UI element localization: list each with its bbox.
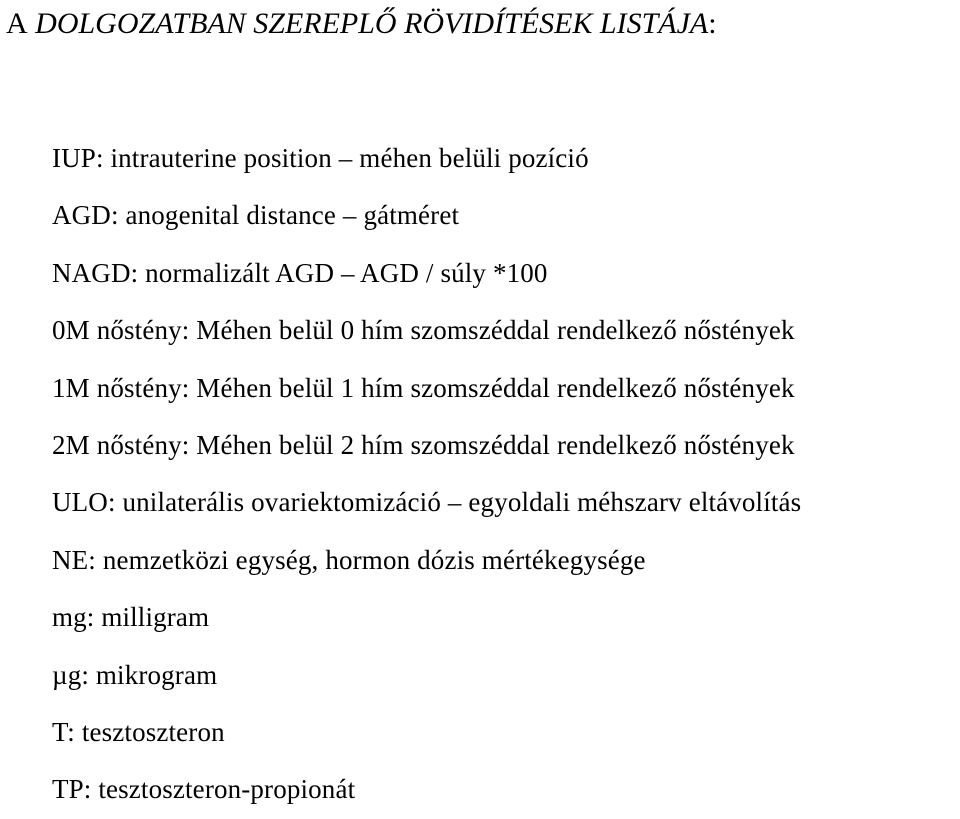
- abbreviation-item-nagd: NAGD: normalizált AGD – AGD / súly *100: [52, 257, 548, 288]
- abbreviation-item-t: T: tesztoszteron: [52, 716, 225, 747]
- title-text: DOLGOZATBAN SZEREPLŐ RÖVIDÍTÉSEK LISTÁJA: [27, 7, 709, 40]
- abbreviation-item-agd: AGD: anogenital distance – gátméret: [52, 200, 460, 231]
- abbreviation-item-tp: TP: tesztoszteron-propionát: [52, 774, 356, 805]
- abbreviation-list: [52, 130, 801, 819]
- title-first-letter: A: [6, 7, 28, 40]
- abbreviation-item-1m: 1M nőstény: Méhen belül 1 hím szomszéddal rendelkező nőstények: [52, 372, 795, 403]
- abbreviation-item-ne: NE: nemzetközi egység, hormon dózis mértékegysége: [52, 544, 646, 575]
- abbreviation-item-mg: mg: milligram: [52, 602, 210, 633]
- abbreviation-item-ug: µg: mikrogram: [52, 659, 218, 690]
- page-title: [6, 4, 717, 44]
- abbreviation-item-2m: 2M nőstény: Méhen belül 2 hím szomszéddal rendelkező nőstények: [52, 429, 795, 460]
- title-colon: :: [708, 7, 717, 40]
- abbreviation-item-ulo: ULO: unilaterális ovariektomizáció – egyoldali méhszarv eltávolítás: [52, 487, 802, 518]
- abbreviation-item-0m: 0M nőstény: Méhen belül 0 hím szomszéddal rendelkező nőstények: [52, 315, 795, 346]
- abbreviation-item-iup: IUP: intrauterine position – méhen belüli pozíció: [52, 143, 589, 173]
